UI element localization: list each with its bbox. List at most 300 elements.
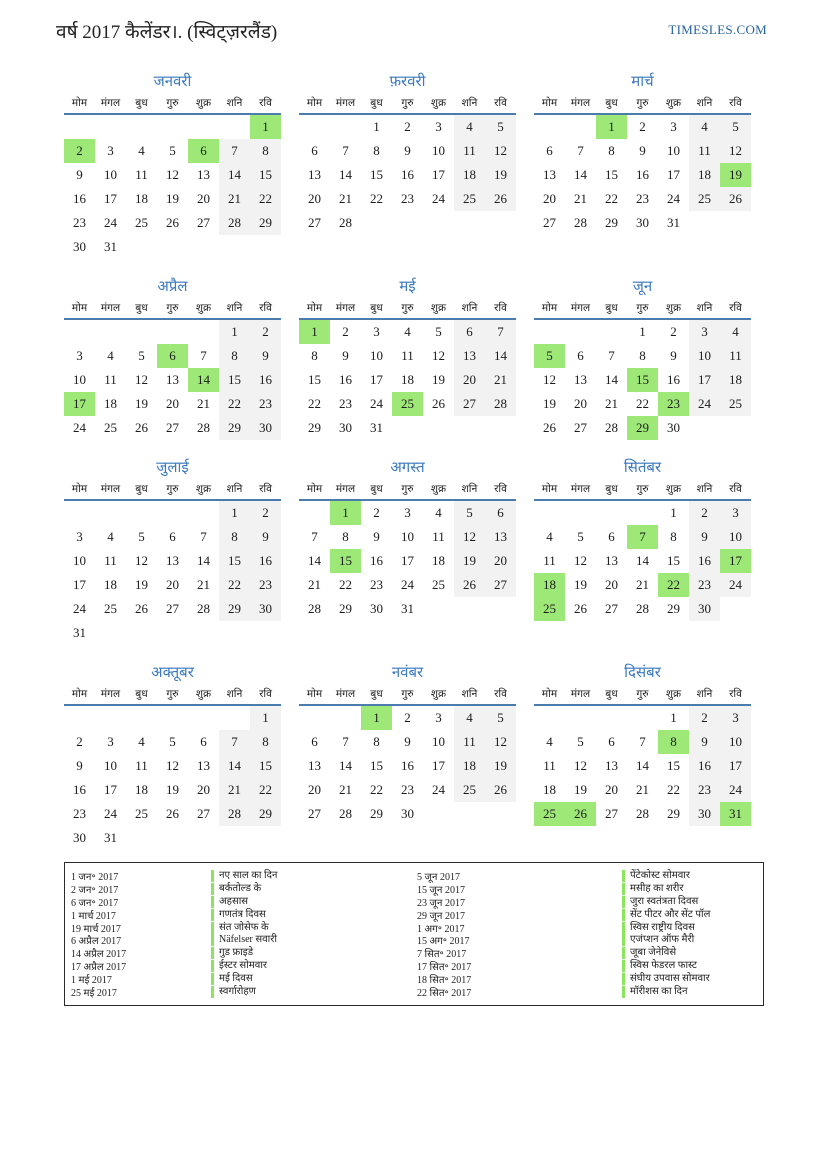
day-cell: 1 [219,501,250,525]
day-cell: 12 [432,348,445,363]
day-cell: 18 [432,553,445,568]
weekday-header-row [299,482,516,501]
weekday-header: बुध [605,303,618,314]
day-cell: 6 [169,529,176,544]
week-row [534,501,751,525]
day-cell: 29 [219,597,250,621]
day-cell: 29 [667,806,680,821]
week-row [64,235,281,259]
day-cell: 19 [166,782,179,797]
weekday-header: गुरु [636,303,649,314]
day-cell: 5 [169,734,176,749]
weekday-header-row [534,482,751,501]
day-cell: 9 [639,143,646,158]
day-cell: 11 [454,730,485,754]
weekday-header: मंगल [570,98,591,109]
day-cell-empty [188,115,219,139]
day-cell: 24 [720,778,751,802]
month-may [299,275,516,440]
day-cell-empty [126,320,157,344]
day-cell: 6 [485,501,516,525]
weekday-header: शनि [461,689,478,700]
legend-date: 1 मई 2017 [71,974,112,986]
month-december [534,661,751,826]
weekday-header-row [534,687,751,706]
day-cell: 1 [639,324,646,339]
day-cell: 15 [330,549,361,573]
day-cell-empty [534,706,565,730]
legend-item [71,985,417,998]
day-cell: 1 [250,706,281,730]
day-cell: 4 [107,529,114,544]
day-cell: 16 [689,754,720,778]
day-cell: 8 [219,344,250,368]
legend-item [417,896,763,909]
day-cell: 25 [689,187,720,211]
day-cell: 12 [574,553,587,568]
day-cell-empty [392,211,423,235]
legend-holiday-name: पेंटेकोस्ट सोमवार [622,870,690,882]
day-cell: 12 [135,372,148,387]
legend-date: 18 सित॰ 2017 [417,974,472,986]
day-cell: 4 [720,320,751,344]
weekday-header-row [299,301,516,320]
weekday-header: शुक्र [195,689,212,700]
day-cell: 22 [219,392,250,416]
day-cell: 13 [166,372,179,387]
day-cell: 9 [342,348,349,363]
day-cell: 5 [138,348,145,363]
day-cell: 7 [342,734,349,749]
months-grid [64,70,751,850]
week-row [64,778,281,802]
legend-item [71,947,417,960]
day-cell: 1 [596,115,627,139]
day-cell: 23 [636,191,649,206]
legend-box [64,862,764,1006]
day-cell: 14 [188,368,219,392]
day-cell: 16 [636,167,649,182]
day-cell-empty [188,320,219,344]
day-cell: 26 [135,601,148,616]
day-cell: 14 [485,344,516,368]
weekday-header: शुक्र [195,484,212,495]
day-cell: 16 [73,191,86,206]
day-cell: 26 [565,802,596,826]
week-row [534,392,751,416]
day-cell-empty [485,597,516,621]
legend-item [417,883,763,896]
day-cell: 21 [197,396,210,411]
day-cell: 2 [404,119,411,134]
day-cell: 15 [627,368,658,392]
weekday-header: बुध [370,303,383,314]
day-cell: 11 [135,167,148,182]
day-cell: 15 [219,368,250,392]
month-title: अप्रैल [157,279,188,295]
day-cell-empty [188,235,219,259]
week-row [299,344,516,368]
day-cell: 5 [577,529,584,544]
day-cell: 29 [370,806,383,821]
day-cell-empty [95,320,126,344]
month-title: जून [632,279,653,295]
day-cell: 7 [608,348,615,363]
legend-date: 17 अप्रैल 2017 [71,961,127,973]
day-cell: 26 [720,187,751,211]
week-row [64,597,281,621]
day-cell: 26 [135,420,148,435]
day-cell: 16 [370,553,383,568]
week-row [534,573,751,597]
day-cell: 25 [432,577,445,592]
day-cell: 17 [104,191,117,206]
day-cell: 24 [104,215,117,230]
day-cell: 16 [667,372,680,387]
day-cell: 9 [404,734,411,749]
day-cell: 1 [250,115,281,139]
day-cell-empty [188,501,219,525]
day-cell: 10 [432,734,445,749]
day-cell: 19 [543,396,556,411]
week-row [534,368,751,392]
day-cell: 24 [689,392,720,416]
day-cell-empty [157,706,188,730]
day-cell-empty [454,416,485,440]
week-row [299,501,516,525]
week-row [299,115,516,139]
week-row [299,139,516,163]
day-cell: 18 [720,368,751,392]
day-cell: 27 [308,215,321,230]
day-cell: 21 [605,396,618,411]
day-cell: 4 [454,706,485,730]
legend-date: 1 मार्च 2017 [71,910,116,922]
week-row [64,549,281,573]
day-cell: 28 [197,420,210,435]
day-cell: 18 [689,163,720,187]
day-cell: 27 [543,215,556,230]
day-cell: 29 [605,215,618,230]
week-row [64,344,281,368]
day-cell: 14 [574,167,587,182]
week-row [64,320,281,344]
week-row [299,802,516,826]
weekday-header: शनि [696,689,713,700]
day-cell: 10 [104,167,117,182]
day-cell: 23 [370,577,383,592]
legend-holiday-name: अहसास [211,896,248,908]
day-cell: 12 [720,139,751,163]
day-cell: 13 [485,525,516,549]
week-row [299,163,516,187]
week-row [64,163,281,187]
week-row [64,826,281,850]
legend-holiday-name: स्विस फेडरल फास्ट [622,960,697,972]
day-cell: 19 [432,372,445,387]
weekday-header: रवि [494,303,507,314]
day-cell: 10 [720,525,751,549]
weekday-header: गुरु [401,689,414,700]
day-cell: 22 [370,782,383,797]
day-cell: 8 [342,529,349,544]
day-cell: 11 [104,372,117,387]
week-row [534,525,751,549]
month-april [64,275,281,440]
weekday-header: शनि [461,303,478,314]
day-cell: 14 [308,553,321,568]
day-cell: 13 [197,758,210,773]
day-cell: 5 [169,143,176,158]
day-cell: 21 [219,187,250,211]
day-cell: 20 [454,368,485,392]
weekday-header: बुध [605,689,618,700]
day-cell-empty [423,597,454,621]
day-cell: 3 [720,706,751,730]
legend-date: 15 अग॰ 2017 [417,936,470,948]
day-cell: 6 [454,320,485,344]
weekday-header: गुरु [166,689,179,700]
day-cell: 13 [543,167,556,182]
day-cell: 3 [670,119,677,134]
legend-date: 29 जून 2017 [417,910,465,922]
day-cell-empty [64,501,95,525]
day-cell: 10 [104,758,117,773]
weekday-header-row [64,482,281,501]
weekday-header: रवि [729,303,742,314]
day-cell: 15 [250,754,281,778]
legend-date: 22 सित॰ 2017 [417,987,472,999]
legend-date: 14 अप्रैल 2017 [71,949,127,961]
day-cell-empty [219,706,250,730]
day-cell: 24 [432,191,445,206]
weekday-header: शुक्र [665,689,682,700]
month-november [299,661,516,826]
weekday-header: शुक्र [430,98,447,109]
day-cell: 28 [636,601,649,616]
day-cell: 13 [454,344,485,368]
weekday-header: बुध [605,484,618,495]
day-cell: 3 [107,143,114,158]
day-cell-empty [219,235,250,259]
day-cell-empty [689,211,720,235]
weekday-header: शनि [696,303,713,314]
week-row [64,211,281,235]
day-cell: 5 [485,115,516,139]
day-cell: 8 [639,348,646,363]
day-cell: 5 [534,344,565,368]
weekday-header: गुरु [166,484,179,495]
day-cell: 4 [689,115,720,139]
day-cell: 31 [370,420,383,435]
weekday-header: मोम [541,689,558,700]
day-cell: 28 [219,211,250,235]
day-cell: 16 [689,549,720,573]
weekday-header: मोम [306,303,323,314]
weekday-header: शनि [696,98,713,109]
week-row [534,187,751,211]
day-cell: 3 [76,529,83,544]
day-cell-empty [219,115,250,139]
day-cell: 11 [689,139,720,163]
day-cell: 11 [135,758,148,773]
day-cell: 19 [454,549,485,573]
weekday-header: बुध [605,98,618,109]
weekday-header: मंगल [335,98,356,109]
day-cell: 22 [219,573,250,597]
day-cell: 29 [308,420,321,435]
day-cell-empty [250,826,281,850]
day-cell: 28 [485,392,516,416]
weekday-header: रवि [494,484,507,495]
day-cell: 13 [605,758,618,773]
day-cell: 12 [166,167,179,182]
day-cell: 28 [339,806,352,821]
week-row [534,730,751,754]
day-cell-empty [485,802,516,826]
day-cell: 29 [250,211,281,235]
day-cell: 11 [104,553,117,568]
day-cell: 22 [636,396,649,411]
day-cell: 31 [104,830,117,845]
day-cell: 6 [200,734,207,749]
day-cell: 23 [250,392,281,416]
legend-item [417,870,763,883]
day-cell: 23 [250,573,281,597]
day-cell: 13 [197,167,210,182]
day-cell: 28 [605,420,618,435]
day-cell: 3 [435,710,442,725]
day-cell: 8 [670,529,677,544]
legend-item [71,960,417,973]
day-cell: 27 [574,420,587,435]
day-cell: 19 [135,577,148,592]
week-row [64,368,281,392]
day-cell-empty [299,706,330,730]
weekday-header: मंगल [570,484,591,495]
day-cell-empty [64,706,95,730]
weekday-header: मंगल [335,689,356,700]
day-cell: 30 [370,601,383,616]
day-cell: 8 [608,143,615,158]
day-cell: 21 [339,191,352,206]
day-cell: 17 [370,372,383,387]
day-cell: 30 [250,416,281,440]
day-cell: 17 [720,549,751,573]
day-cell: 13 [605,553,618,568]
day-cell-empty [627,501,658,525]
day-cell: 23 [401,782,414,797]
day-cell: 18 [104,577,117,592]
weekday-header: शनि [226,484,243,495]
day-cell: 10 [73,372,86,387]
weekday-header: मंगल [570,689,591,700]
legend-holiday-name: मसीह का शरीर [622,883,683,895]
day-cell: 17 [720,754,751,778]
week-row [64,115,281,139]
legend-holiday-name: सेंट पीटर और सेंट पॉल [622,909,710,921]
month-title: अगस्त [390,460,425,476]
week-row [299,368,516,392]
day-cell: 17 [667,167,680,182]
week-row [299,597,516,621]
day-cell: 1 [330,501,361,525]
day-cell: 24 [73,601,86,616]
day-cell: 24 [401,577,414,592]
weekday-header: शनि [461,98,478,109]
day-cell: 10 [401,529,414,544]
day-cell: 25 [135,806,148,821]
weekday-header-row [64,687,281,706]
day-cell: 2 [373,505,380,520]
site-link[interactable]: TIMESLES.COM [668,22,767,37]
weekday-header: शुक्र [430,303,447,314]
month-title: मार्च [631,74,654,90]
legend-item [71,908,417,921]
day-cell: 14 [339,167,352,182]
weekday-header-row [299,687,516,706]
day-cell-empty [720,597,751,621]
day-cell: 25 [534,802,565,826]
day-cell: 9 [373,529,380,544]
weekday-header: बुध [135,303,148,314]
day-cell-empty [126,826,157,850]
day-cell: 25 [534,597,565,621]
weekday-header: मोम [306,484,323,495]
day-cell-empty [95,501,126,525]
day-cell: 18 [401,372,414,387]
weekday-header: रवि [494,689,507,700]
day-cell-empty [534,115,565,139]
weekday-header: बुध [370,484,383,495]
day-cell: 22 [658,573,689,597]
legend-holiday-name: जूबा जेनेविसे [622,947,676,959]
weekday-header: रवि [729,689,742,700]
week-row [299,211,516,235]
day-cell: 23 [689,573,720,597]
day-cell-empty [454,597,485,621]
day-cell-empty [720,416,751,440]
weekday-header: शुक्र [430,484,447,495]
weekday-header: शुक्र [195,303,212,314]
day-cell: 24 [720,573,751,597]
month-july [64,456,281,645]
weekday-header-row [299,96,516,115]
legend-item [71,972,417,985]
day-cell: 30 [636,215,649,230]
weekday-header: रवि [729,98,742,109]
legend-date: 6 अप्रैल 2017 [71,936,122,948]
day-cell: 18 [135,782,148,797]
day-cell-empty [361,211,392,235]
legend-date: 19 मार्च 2017 [71,923,121,935]
day-cell: 30 [250,597,281,621]
day-cell-empty [330,115,361,139]
day-cell: 15 [667,758,680,773]
day-cell-empty [565,501,596,525]
day-cell: 2 [639,119,646,134]
day-cell: 25 [392,392,423,416]
day-cell: 31 [73,625,86,640]
day-cell: 12 [543,372,556,387]
day-cell: 18 [543,782,556,797]
week-row [64,802,281,826]
day-cell-empty [95,706,126,730]
day-cell-empty [596,706,627,730]
day-cell: 21 [197,577,210,592]
day-cell: 30 [73,830,86,845]
day-cell: 30 [689,802,720,826]
